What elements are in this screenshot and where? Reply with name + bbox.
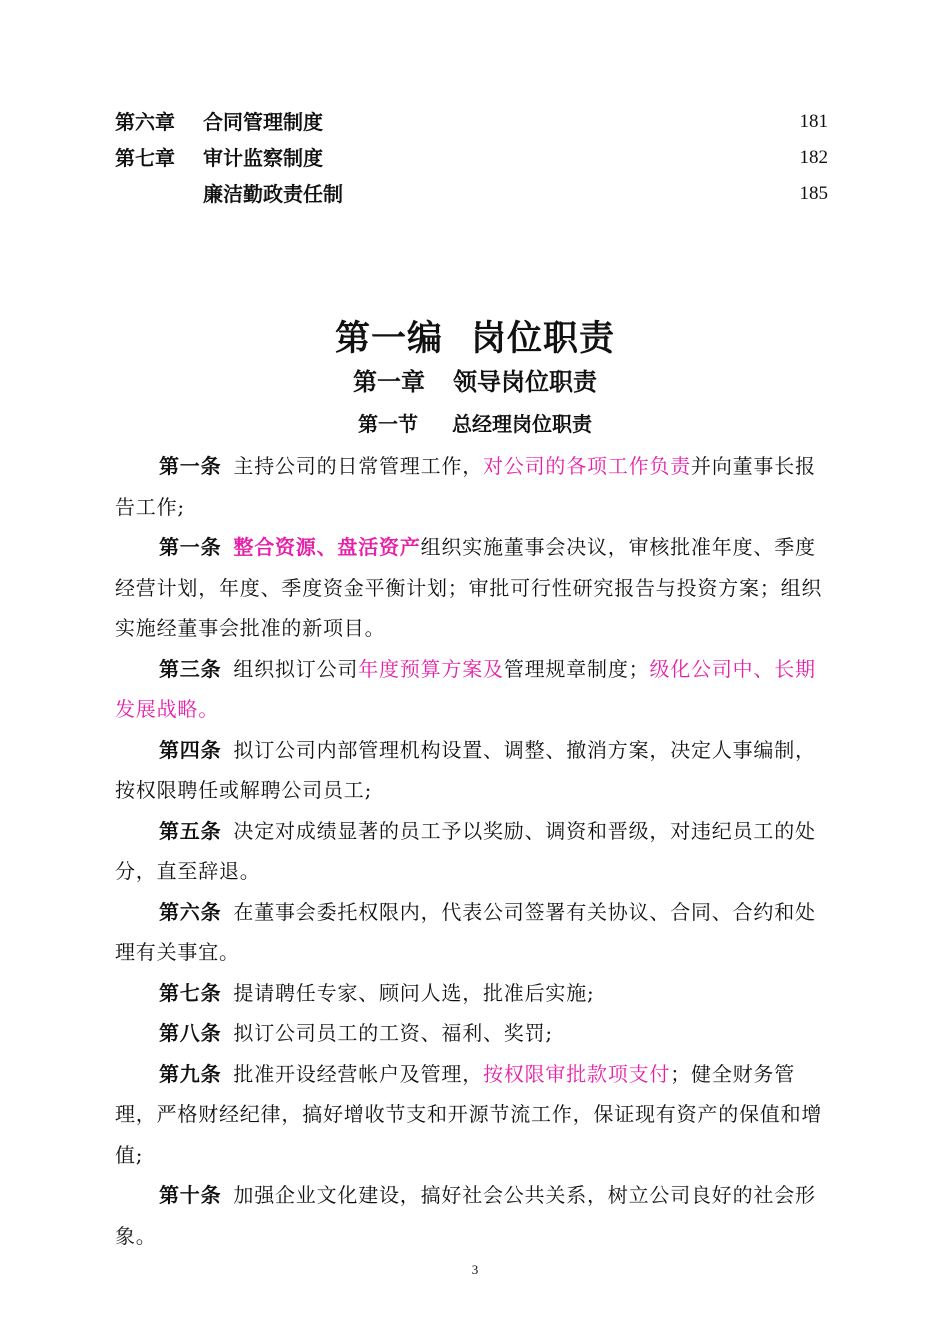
section-heading bbox=[0, 406, 950, 442]
article-number: 第九条 bbox=[159, 1061, 222, 1086]
highlighted-text: 级化公司中、长期发展战略。 bbox=[115, 656, 816, 721]
article-list bbox=[115, 446, 830, 1256]
article bbox=[115, 649, 830, 730]
toc-page: 182 bbox=[799, 147, 828, 168]
highlighted-text: 按权限审批款项支付 bbox=[483, 1061, 671, 1086]
article-number: 第六条 bbox=[159, 899, 222, 924]
toc-page: 185 bbox=[799, 183, 828, 204]
article-text: 加强企业文化建设，搞好社会公共关系，树立公司良好的社会形象。 bbox=[115, 1183, 816, 1248]
toc-title: 合同管理制度 bbox=[203, 110, 323, 134]
article-number: 第十条 bbox=[159, 1183, 222, 1207]
article-text: 并向董事长报告工作; bbox=[115, 454, 816, 519]
toc-entry bbox=[115, 106, 828, 138]
article-text: 主持公司的日常管理工作， bbox=[233, 454, 484, 478]
part-heading bbox=[0, 314, 950, 364]
part-number: 第一编 bbox=[334, 318, 443, 359]
highlighted-text: 对公司的各项工作负责 bbox=[483, 454, 692, 478]
toc-chapter: 第六章 bbox=[115, 110, 175, 134]
page-number: 3 bbox=[471, 1262, 479, 1277]
article-text: 拟订公司内部管理机构设置、调整、撤消方案，决定人事编制，按权限聘任或解聘公司员工; bbox=[115, 737, 816, 802]
highlighted-text: 年度预算方案及 bbox=[358, 656, 504, 681]
article-number: 第四条 bbox=[159, 737, 222, 762]
highlighted-text: 整合资源、盘活资产 bbox=[233, 535, 421, 559]
article-number: 第八条 bbox=[159, 1021, 222, 1045]
toc-chapter: 第七章 bbox=[115, 146, 175, 170]
article-number: 第一条 bbox=[159, 454, 222, 478]
article-number: 第七条 bbox=[159, 980, 222, 1005]
toc-entry bbox=[115, 142, 828, 174]
article-text: 决定对成绩显著的员工予以奖励、调资和晋级，对违纪员工的处分，直至辞退。 bbox=[115, 818, 816, 883]
article-number: 第三条 bbox=[159, 656, 222, 681]
article-text: 在董事会委托权限内，代表公司签署有关协议、合同、合约和处理有关事宜。 bbox=[115, 899, 816, 964]
chapter-title: 领导岗位职责 bbox=[453, 367, 597, 396]
toc-page: 181 bbox=[799, 111, 828, 132]
article-text: 提请聘任专家、顾问人选，批准后实施; bbox=[233, 980, 595, 1005]
article-text: ；健全财务管理，严格财经纪律，搞好增收节支和开源节流工作，保证现有资产的保值和增值; bbox=[115, 1061, 823, 1167]
chapter-heading bbox=[0, 364, 950, 400]
article-number: 第一条 bbox=[159, 535, 222, 559]
section-title: 总经理岗位职责 bbox=[452, 412, 592, 436]
toc-title: 审计监察制度 bbox=[203, 146, 323, 170]
article-text: 组织拟订公司 bbox=[233, 656, 359, 681]
toc-entry bbox=[115, 178, 828, 210]
article bbox=[115, 1054, 830, 1176]
article bbox=[115, 446, 830, 527]
article bbox=[115, 811, 830, 892]
article bbox=[115, 973, 830, 1014]
article bbox=[115, 527, 830, 649]
article bbox=[115, 730, 830, 811]
article bbox=[115, 892, 830, 973]
article bbox=[115, 1175, 830, 1256]
toc-title: 廉洁勤政责任制 bbox=[203, 182, 343, 206]
article-number: 第五条 bbox=[159, 818, 222, 843]
article-text: 批准开设经营帐户及管理， bbox=[233, 1061, 484, 1086]
article-text: 管理规章制度； bbox=[503, 656, 650, 681]
part-title: 岗位职责 bbox=[471, 318, 616, 359]
article-text: 组织实施董事会决议，审核批准年度、季度经营计划，年度、季度资金平衡计划；审批可行性研究报告与投资方案；组织实施经董事会批准的新项目。 bbox=[115, 535, 823, 640]
section-number: 第一节 bbox=[358, 412, 418, 436]
article-text: 拟订公司员工的工资、福利、奖罚; bbox=[233, 1021, 553, 1045]
article bbox=[115, 1013, 830, 1054]
chapter-number: 第一章 bbox=[353, 367, 425, 396]
